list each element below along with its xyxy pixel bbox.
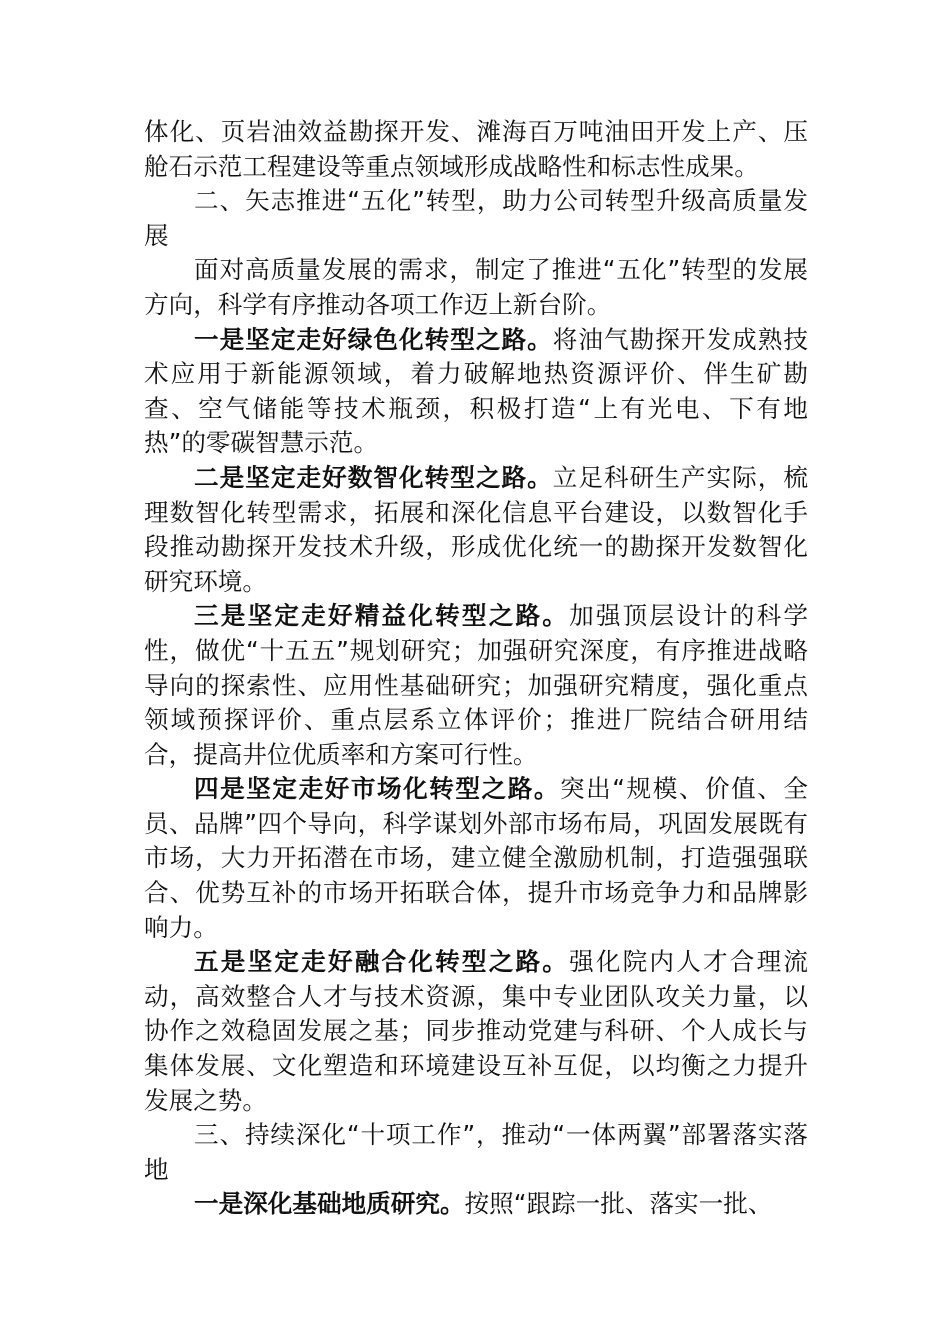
paragraph-text: 按照“跟踪一批、落实一批、 [464,1189,773,1219]
section-heading-two [144,184,808,253]
paragraph-geology-research [144,1187,808,1222]
paragraph-lead: 三是坚定走好精益化转型之路。 [194,601,570,631]
paragraph-text: 面对高质量发展的需求，制定了推进“五化”转型的发展方向，科学有序推动各项工作迈上新台阶。 [144,255,808,319]
paragraph-lean-transition [144,599,808,772]
paragraph-text: 将油气勘探开发成熟技术应用于新能源领域，着力破解地热资源评价、伴生矿勘查、空气储能等技术瓶颈，积极打造“上有光电、下有地热”的零碳智慧示范。 [144,324,808,458]
heading-text: 三、持续深化“十项工作”，推动“一体两翼”部署落实落地 [144,1120,808,1184]
body-text [144,115,808,1222]
paragraph-continuation [144,115,808,184]
paragraph-digital-transition [144,461,808,599]
paragraph-text: 强化院内人才合理流动，高效整合人才与技术资源，集中专业团队攻关力量，以协作之效稳固发展之基；同步推动党建与科研、个人成长与集体发展、文化塑造和环境建设互补互促，以均衡之力提升发展之势。 [144,947,808,1115]
heading-text: 二、矢志推进“五化”转型，助力公司转型升级高质量发展 [144,186,808,250]
paragraph-text: 加强顶层设计的科学性，做优“十五五”规划研究；加强研究深度，有序推进战略导向的探索性、应用性基础研究；加强研究精度，强化重点领域预探评价、重点层系立体评价；推进厂院结合研用结合，提高井位优质率和方案可行性。 [144,601,808,769]
paragraph-lead: 二是坚定走好数智化转型之路。 [194,462,553,492]
paragraph-text: 体化、页岩油效益勘探开发、滩海百万吨油田开发上产、压舱石示范工程建设等重点领域形成战略性和标志性成果。 [144,117,808,181]
paragraph-lead: 五是坚定走好融合化转型之路。 [194,947,570,977]
paragraph-lead: 四是坚定走好市场化转型之路。 [194,774,560,804]
paragraph-intro [144,253,808,322]
paragraph-text: 突出“规模、价值、全员、品牌”四个导向，科学谋划外部市场布局，巩固发展既有市场，大力开拓潜在市场，建立健全激励机制，打造强强联合、优势互补的市场开拓联合体，提升市场竞争力和品牌影响力。 [144,774,808,942]
section-heading-three [144,1118,808,1187]
paragraph-green-transition [144,323,808,461]
paragraph-market-transition [144,772,808,945]
paragraph-lead: 一是坚定走好绿色化转型之路。 [194,324,553,354]
paragraph-lead: 一是深化基础地质研究。 [194,1189,465,1219]
paragraph-integration-transition [144,945,808,1118]
paragraph-text: 立足科研生产实际，梳理数智化转型需求，拓展和深化信息平台建设，以数智化手段推动勘探开发技术升级，形成优化统一的勘探开发数智化研究环境。 [144,462,808,596]
